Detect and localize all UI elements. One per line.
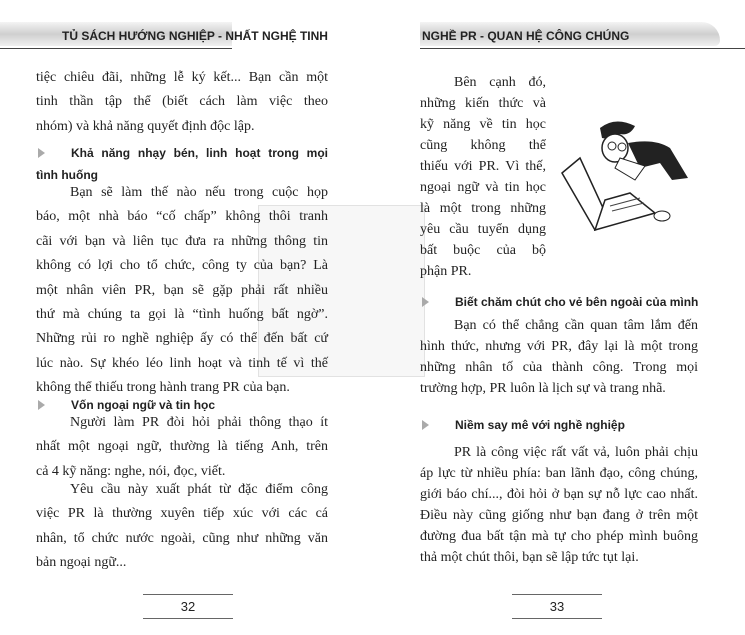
triangle-bullet-icon [38, 148, 45, 158]
text-line: tinh thần tập thể (biết cách làm việc theo [36, 94, 328, 110]
section-heading [420, 291, 698, 313]
page-number-left [143, 590, 233, 623]
paragraph [36, 181, 328, 401]
text-line: Những rủi ro nghề nghiệp ấy có thể đến bất cứ [36, 331, 328, 347]
text-line: ngoại ngữ và tin học [420, 180, 546, 195]
text-line: bất buộc của bộ [420, 243, 546, 258]
arrow-right-icon [143, 618, 233, 619]
text-line: những nhân tố của thành công. Trong mọi [420, 360, 698, 375]
text-line: là một trong những [420, 201, 546, 216]
heading-text: Niềm say mê với nghề nghiệp [455, 418, 625, 432]
text-line: một nhân viên PR, bạn sẽ gặp phải rất nhiều [36, 282, 328, 298]
text-line: bản ngoại ngữ... [36, 555, 127, 571]
triangle-bullet-icon [38, 400, 45, 410]
right-column-narrow [420, 72, 546, 282]
paragraph [420, 442, 698, 568]
text-line: không thể thiếu trong hành trang PR của bạn. [36, 380, 290, 396]
text-line: cãi với bạn và liên tục đưa ra những thông tin [36, 233, 328, 249]
text-line: thứ mà chúng ta gọi là “tình huống bất ngờ”. [36, 307, 328, 323]
text-line: nhân, tổ chức nước ngoài, cũng như những văn [36, 530, 328, 546]
text-line: lúc nào. Sự khéo léo linh hoạt và tinh tế vì thế [36, 355, 328, 371]
header-rule-right [420, 48, 745, 49]
text-line: tiệc chiêu đãi, những lễ ký kết... Bạn cần một [36, 70, 328, 85]
text-line: phận PR. [420, 264, 472, 279]
paragraph [36, 66, 328, 139]
page-number-right [512, 590, 602, 623]
text-line: Bạn sẽ làm thế nào nếu trong cuộc họp [70, 185, 328, 200]
running-head-left: TỦ SÁCH HƯỚNG NGHIỆP - NHẤT NGHỆ TINH [62, 29, 328, 43]
text-line: yêu cầu tuyển dụng [420, 222, 546, 237]
heading-text: Vốn ngoại ngữ và tin học [71, 398, 216, 412]
text-line: nhóm) và khả năng quyết định độc lập. [36, 118, 255, 134]
paragraph [420, 315, 698, 399]
page-number-text: 32 [180, 599, 196, 614]
text-line: PR là công việc rất vất vả, luôn phải chịu [454, 445, 698, 460]
text-line: Bên cạnh đó, [454, 75, 546, 90]
running-head-right: NGHỀ PR - QUAN HỆ CÔNG CHÚNG [422, 29, 630, 43]
arrow-left-icon [143, 594, 233, 595]
text-line: đường đua bất tận mà tự cho phép mình buông [420, 529, 698, 544]
text-line: báo, một nhà báo “cố chấp” không thôi tranh [36, 209, 328, 225]
text-line: không có lợi cho tổ chức, công ty của bạn? Là [36, 258, 328, 274]
text-line: việc PR là thường xuyên tiếp xúc với các cá [36, 506, 328, 522]
text-line: hình thức, nhưng với PR, đây lại là một trong [420, 339, 698, 354]
text-line: Điều này cũng giống như bạn đang ở trên một [420, 508, 698, 523]
heading-text: Khả năng nhạy bén, linh hoạt trong mọi [71, 146, 328, 160]
text-line: Bạn có thể chẳng cần quan tâm lắm đến [454, 318, 698, 333]
page-number-text: 33 [549, 599, 565, 614]
triangle-bullet-icon [422, 420, 429, 430]
text-line: cả 4 kỹ năng: nghe, nói, đọc, viết. [36, 463, 226, 479]
section-heading [36, 142, 328, 164]
arrow-right-icon [512, 618, 602, 619]
text-line: nhất một ngoại ngữ, thường là tiếng Anh, trên [36, 439, 328, 455]
arrow-left-icon [512, 594, 602, 595]
text-line: những kiến thức và [420, 96, 546, 111]
heading-text: Biết chăm chút cho vẻ bên ngoài của mình [455, 295, 699, 309]
text-line: Yêu cầu này xuất phát từ đặc điểm công [70, 482, 328, 497]
text-line: Người làm PR đòi hỏi phải thông thạo ít [70, 415, 328, 430]
paragraph [36, 411, 328, 484]
text-line: giới báo chí..., đòi hỏi ở bạn sự nỗ lực cao nhất. [420, 487, 698, 502]
text-line: kỹ năng về tin học [420, 117, 546, 132]
section-heading [420, 414, 625, 436]
text-line: thả một chút thôi, bạn sẽ lập tức tụt lại. [420, 550, 639, 565]
text-line: cũng không thể [420, 138, 546, 153]
man-with-laptop-illustration [560, 118, 705, 233]
heading-text: tình huống [36, 168, 98, 182]
text-line: trường hợp, PR luôn là lịch sự và trang nhã. [420, 381, 666, 396]
text-line: thiếu với PR. Vì thế, [420, 159, 546, 174]
paragraph [36, 478, 328, 576]
text-line: áp lực từ nhiều phía: ban lãnh đạo, công chúng, [420, 466, 698, 481]
header-rule-left [0, 48, 232, 49]
triangle-bullet-icon [422, 297, 429, 307]
